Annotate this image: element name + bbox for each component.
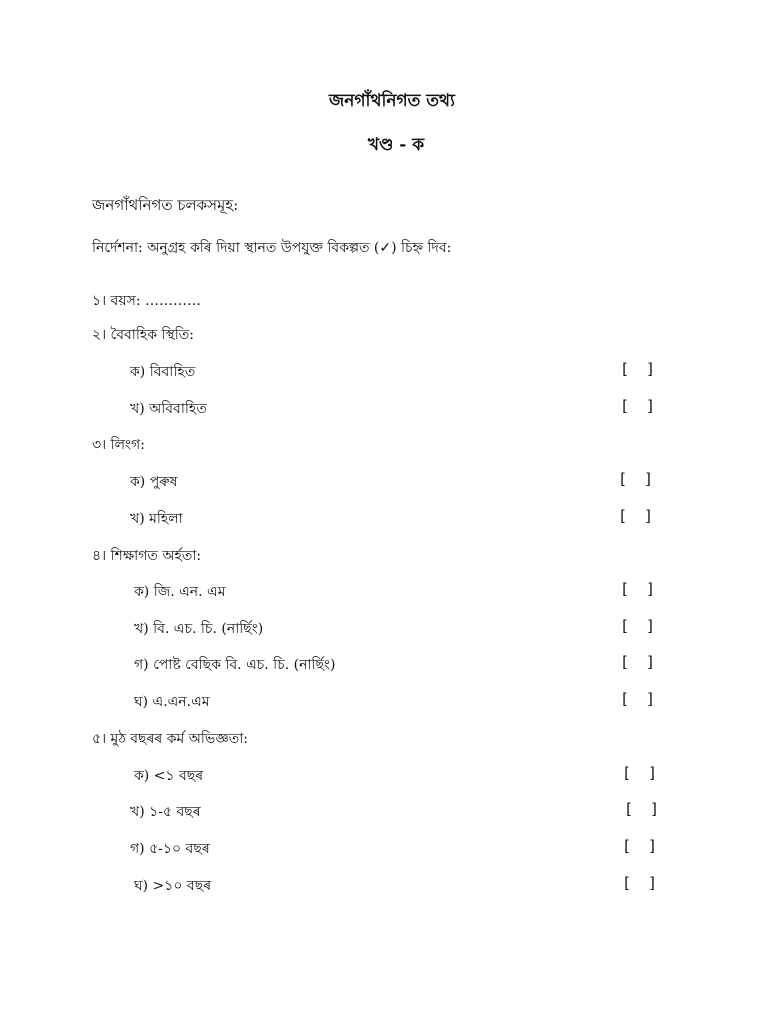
option-post-basic-bsc: গ) পোষ্ট বেছিক বি. এচ. চি. (নাৰ্ছিং)	[134, 657, 336, 673]
checkbox-bsc-nursing[interactable]: [ ]	[620, 617, 660, 635]
checkbox-exp-gt10[interactable]: [ ]	[622, 874, 662, 892]
question-gender: ৩। লিংগ:	[92, 437, 145, 453]
option-gnm: ক) জি. এন. এম	[134, 584, 226, 600]
option-unmarried: খ) অবিবাহিত	[130, 401, 207, 417]
checkbox-exp-1-5[interactable]: [ ]	[624, 800, 664, 818]
checkbox-female[interactable]: [ ]	[618, 507, 658, 525]
document-subtitle: খণ্ড - ক	[367, 135, 425, 155]
question-education: ৪। শিক্ষাগত অৰ্হতা:	[92, 548, 202, 564]
option-bsc-nursing: খ) বি. এচ. চি. (নাৰ্ছিং)	[134, 621, 264, 637]
checkbox-male[interactable]: [ ]	[618, 470, 658, 488]
option-exp-1-5: খ) ১-৫ বছৰ	[130, 804, 201, 820]
checkbox-exp-5-10[interactable]: [ ]	[622, 837, 662, 855]
checkbox-married[interactable]: [ ]	[620, 360, 660, 378]
question-experience: ৫। মুঠ বছৰৰ কৰ্ম অভিজ্ঞতা:	[92, 731, 248, 747]
section-heading: জনগাঁথনিগত চলকসমূহ:	[92, 196, 239, 214]
checkbox-anm[interactable]: [ ]	[620, 690, 660, 708]
question-age: ১। বয়স: …………	[92, 293, 201, 309]
checkbox-exp-lt1[interactable]: [ ]	[622, 764, 662, 782]
document-title: জনগাঁথনিগত তথ্য	[329, 91, 455, 111]
option-exp-5-10: গ) ৫-১০ বছৰ	[130, 841, 210, 857]
question-marital-status: ২। বৈবাহিক স্থিতি:	[92, 327, 194, 343]
checkbox-unmarried[interactable]: [ ]	[620, 397, 660, 415]
option-exp-lt1: ক) <১ বছৰ	[134, 768, 204, 784]
option-male: ক) পুৰুষ	[130, 474, 178, 490]
checkbox-post-basic-bsc[interactable]: [ ]	[620, 653, 660, 671]
checkbox-gnm[interactable]: [ ]	[620, 580, 660, 598]
option-female: খ) মহিলা	[130, 511, 183, 527]
option-married: ক) বিবাহিত	[130, 364, 196, 380]
instruction-text: নির্দেশনা: অনুগ্ৰহ কৰি দিয়া স্থানত উপযুক্ত বিকল্পত (✓) চিহ্ন দিব:	[92, 240, 452, 256]
option-anm: ঘ) এ.এন.এম	[134, 694, 210, 710]
option-exp-gt10: ঘ) >১০ বছৰ	[134, 878, 212, 894]
